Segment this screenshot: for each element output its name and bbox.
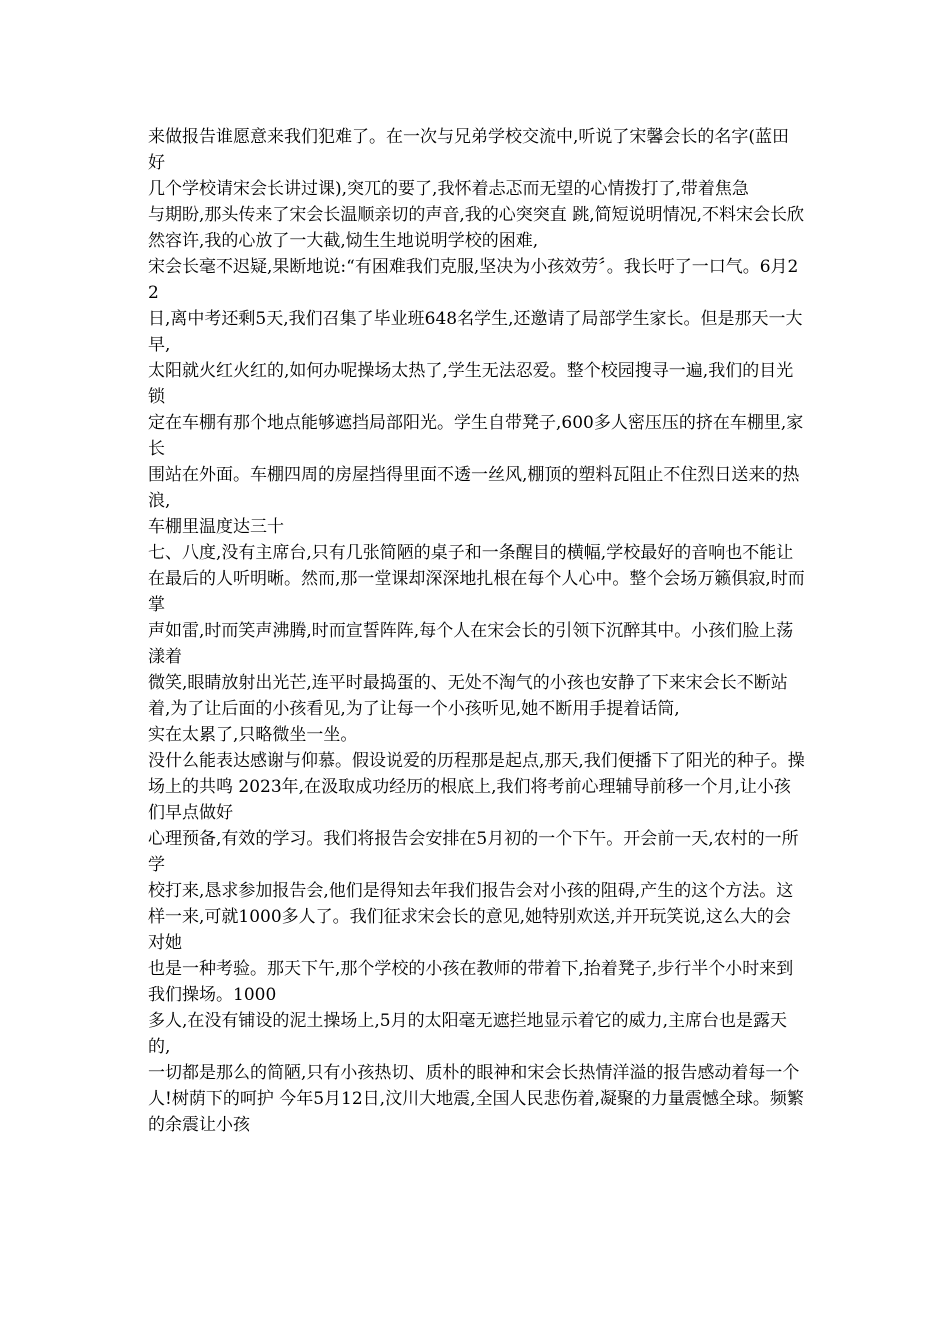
- text-line-21: 一切都是那么的简陋,只有小孩热切、质朴的眼神和宋会长热情洋溢的报告感动着每一个人!树荫下的呵护 今年5月12日,汶川大地震,全国人民悲伤着,凝聚的力量震憾全球。频繁的余震让小孩: [148, 1063, 804, 1135]
- text-line-14: 实在太累了,只略微坐一坐。: [148, 725, 358, 745]
- text-line-4: 宋会长毫不迟疑,果断地说:“有困难我们克服,坚决为小孩效劳〞。我长吁了一口气。6月22: [148, 257, 799, 303]
- text-line-20: 多人,在没有铺设的泥土操场上,5月的太阳毫无遮拦地显示着它的威力,主席台也是露天的,: [148, 1011, 788, 1057]
- text-line-18: 样一来,可就1000多人了。我们征求宋会长的意见,她特别欢送,并开玩笑说,这么大的会对她: [148, 907, 791, 953]
- text-line-16: 心理预备,有效的学习。我们将报告会安排在5月初的一个下午。开会前一天,农村的一所学: [148, 829, 799, 875]
- text-line-10: 七、八度,没有主席台,只有几张简陋的桌子和一条醒目的横幅,学校最好的音响也不能让: [148, 543, 794, 563]
- text-line-12: 声如雷,时而笑声沸腾,时而宣誓阵阵,每个人在宋会长的引领下沉醉其中。小孩们脸上荡漾着: [148, 621, 794, 667]
- text-line-2: 几个学校请宋会长讲过课),突兀的要了,我怀着忐忑而无望的心情拨打了,带着焦急: [148, 179, 749, 199]
- text-line-19: 也是一种考验。那天下午,那个学校的小孩在教师的带着下,抬着凳子,步行半个小时来到我们操场。1000: [148, 959, 794, 1005]
- text-line-13: 微笑,眼睛放射出光芒,连平时最捣蛋的、无处不淘气的小孩也安静了下来宋会长不断站着,为了让后面的小孩看见,为了让每一个小孩听见,她不断用手提着话筒,: [148, 673, 788, 719]
- body-text: [148, 124, 806, 1138]
- text-line-3: 与期盼,那头传来了宋会长温顺亲切的声音,我的心突突直 跳,简短说明情况,不料宋会长欣然容许,我的心放了一大截,恸生生地说明学校的困难,: [148, 205, 805, 251]
- text-line-8: 围站在外面。车棚四周的房屋挡得里面不透一丝风,棚顶的塑料瓦阻止不住烈日送来的热浪,: [148, 465, 800, 511]
- text-line-17: 校打来,恳求参加报告会,他们是得知去年我们报告会对小孩的阻碍,产生的这个方法。这: [148, 881, 794, 901]
- text-line-11: 在最后的人听明晰。然而,那一堂课却深深地扎根在每个人心中。整个会场万籁俱寂,时而掌: [148, 569, 805, 615]
- text-line-9: 车棚里温度达三十: [148, 517, 284, 537]
- text-line-15: 没什么能表达感谢与仰慕。假设说爱的历程那是起点,那天,我们便播下了阳光的种子。操场上的共鸣 2023年,在汲取成功经历的根底上,我们将考前心理辅导前移一个月,让小孩们早点做好: [148, 751, 805, 823]
- text-line-5: 日,离中考还剩5天,我们召集了毕业班648名学生,还邀请了局部学生家长。但是那天一大早,: [148, 309, 803, 355]
- text-line-7: 定在车棚有那个地点能够遮挡局部阳光。学生自带凳子,600多人密压压的挤在车棚里,家长: [148, 413, 804, 459]
- text-line-6: 太阳就火红火红的,如何办呢操场太热了,学生无法忍爱。整个校园搜寻一遍,我们的目光锁: [148, 361, 794, 407]
- text-line-1: 来做报告谁愿意来我们犯难了。在一次与兄弟学校交流中,听说了宋馨会长的名字(蓝田好: [148, 127, 790, 173]
